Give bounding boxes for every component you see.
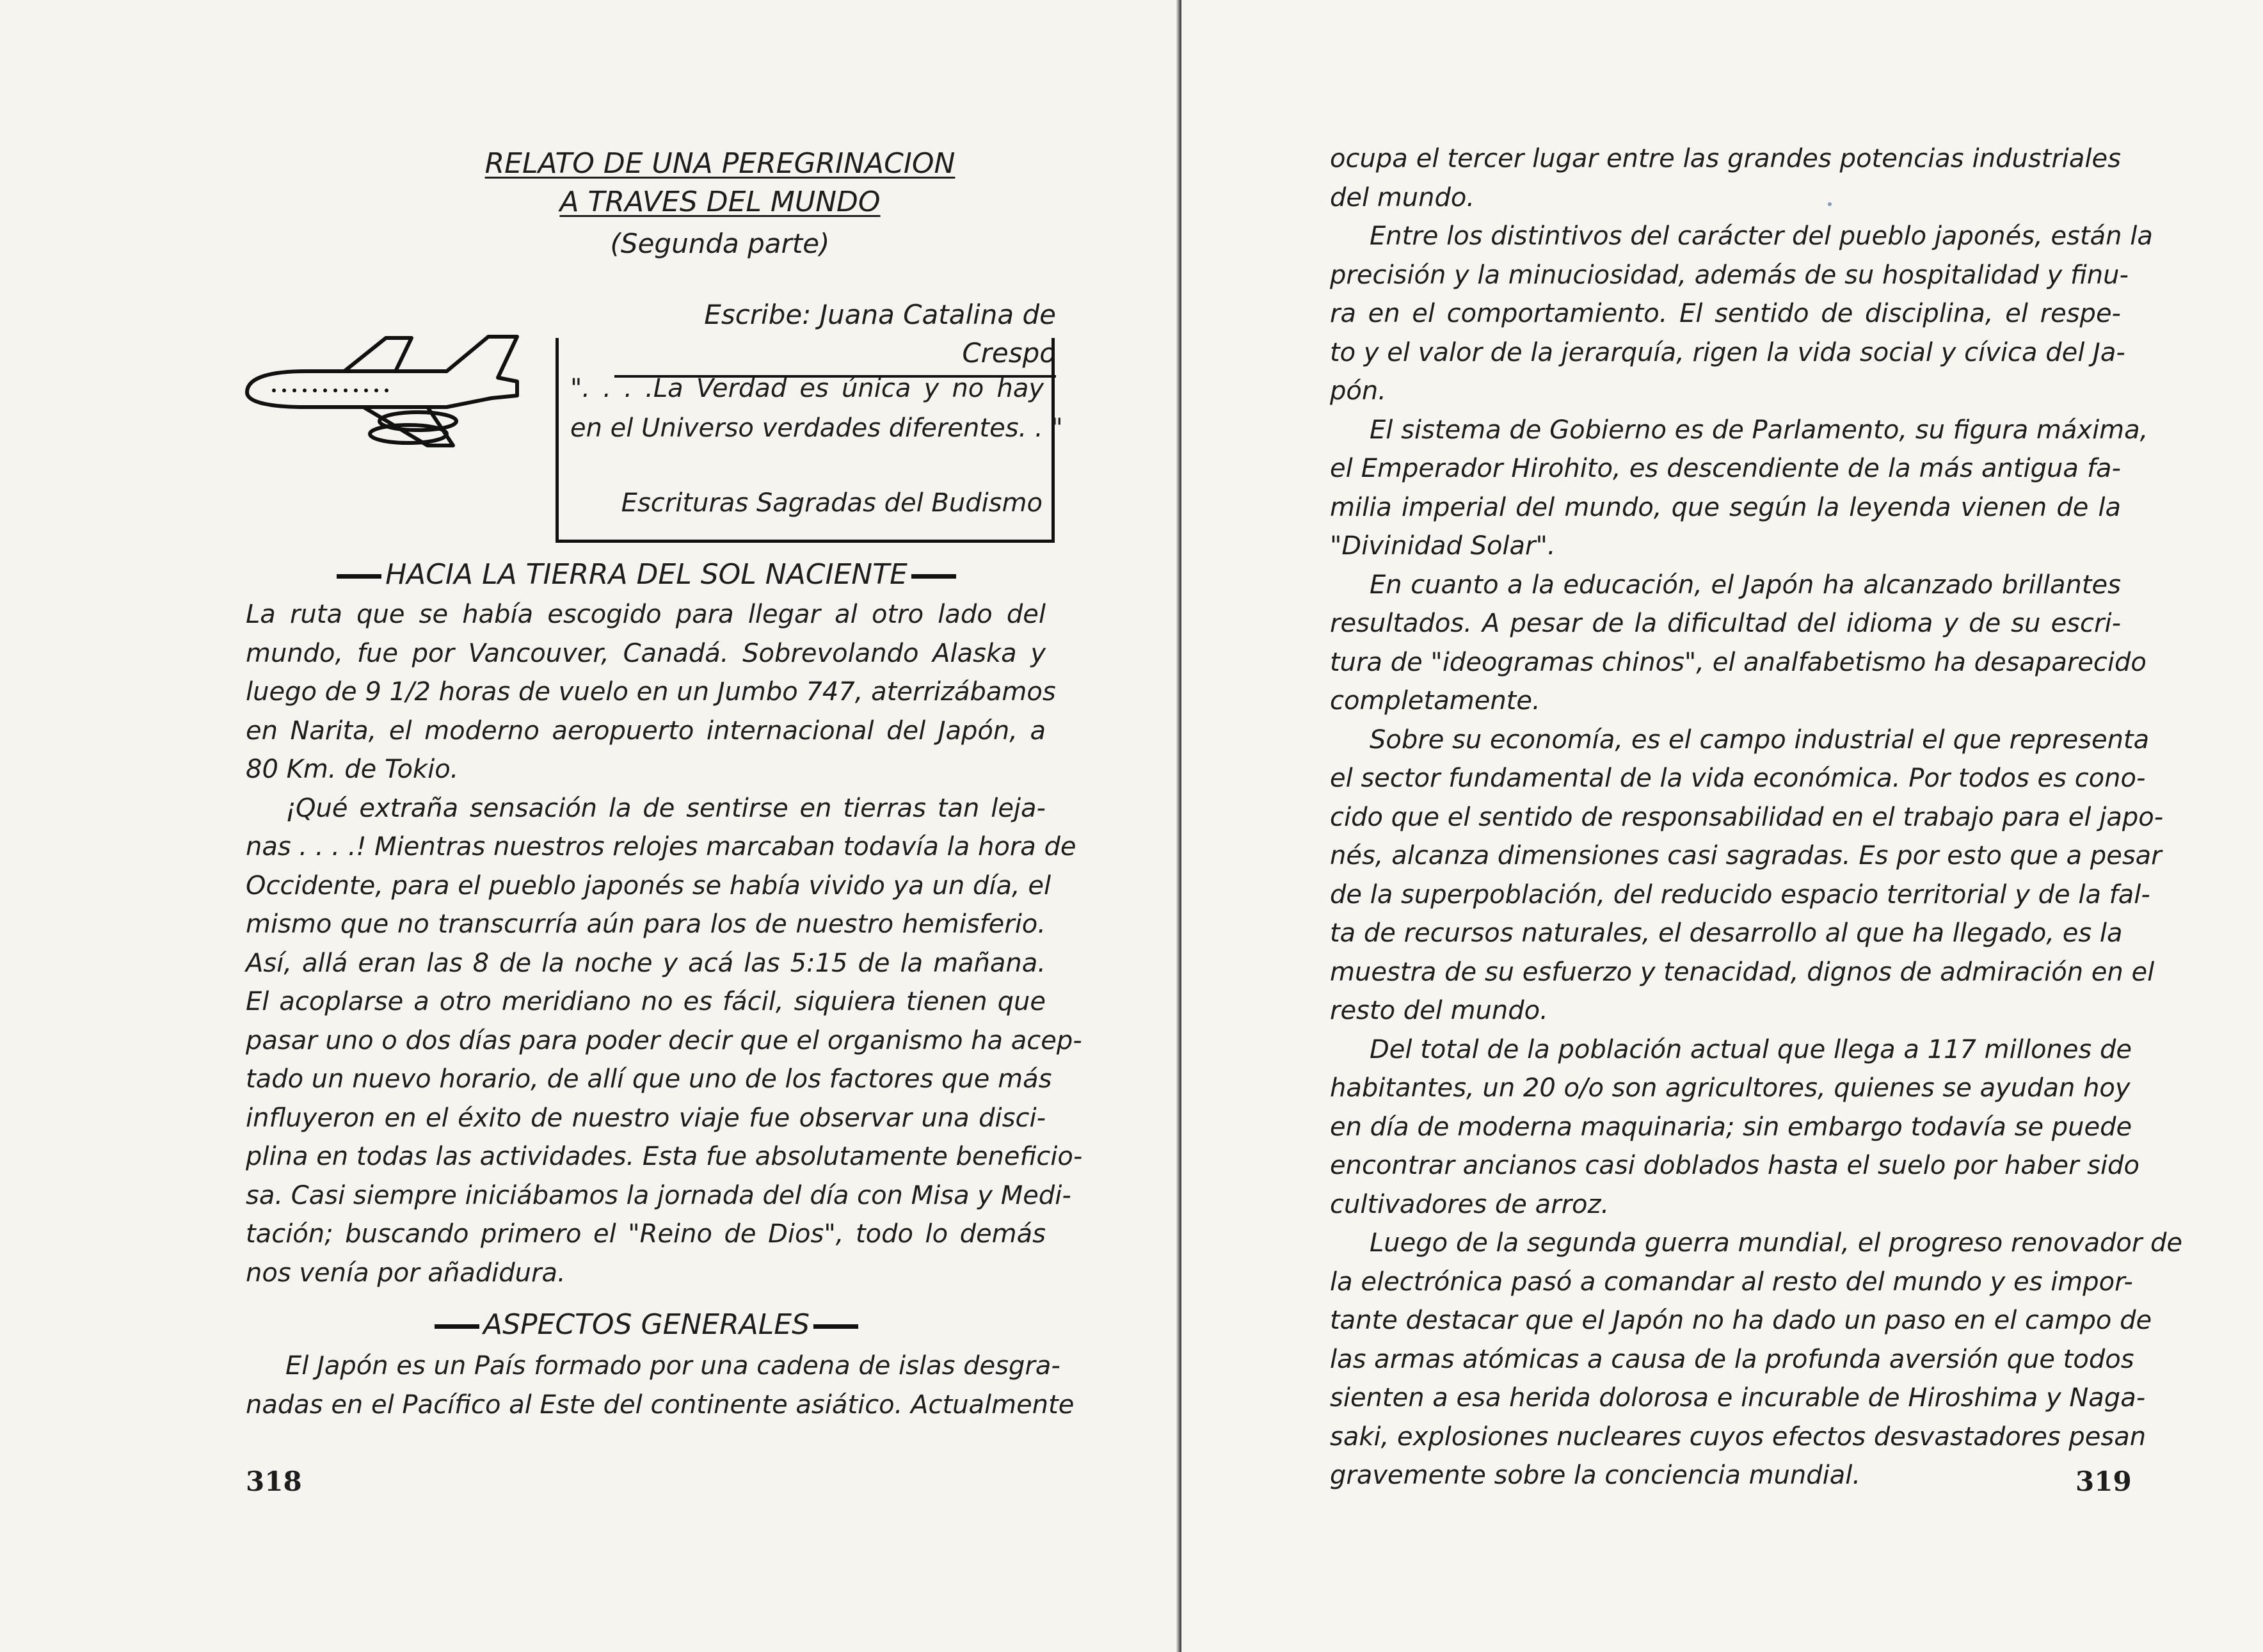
section-1-body: [246, 595, 1083, 1292]
text-line: El acoplarse a otro meridiano no es fácil, siquiera tienen que: [246, 987, 1046, 1016]
text-line: ra en el comportamiento. El sentido de disciplina, el respe-: [1330, 299, 2121, 328]
text-line: tante destacar que el Japón no ha dado un paso en el campo de: [1330, 1306, 2152, 1335]
text-line: completamente.: [1330, 686, 1540, 716]
text-line: Occidente, para el pueblo japonés se había vivido ya un día, el: [246, 870, 1052, 901]
page-number: 318: [246, 1466, 302, 1497]
title-line-1: RELATO DE UNA PEREGRINACION: [484, 147, 956, 180]
heading-dash: [435, 1324, 479, 1329]
text-line: Entre los distintivos del carácter del pueblo japonés, están la: [1370, 221, 2153, 251]
title-line-2: A TRAVES DEL MUNDO: [559, 186, 881, 218]
text-line: nés, alcanza dimensiones casi sagradas. Es por esto que a pesar: [1330, 841, 2162, 870]
text-line: ¡Qué extraña sensación la de sentirse en tierras tan leja-: [285, 793, 1046, 823]
text-line: tación; buscando primero el "Reino de Dios", todo lo demás: [246, 1219, 1046, 1249]
airplane-icon: [236, 332, 536, 460]
text-line: Luego de la segunda guerra mundial, el progreso renovador de: [1370, 1228, 2183, 1258]
epigraph-line: ". . . .La Verdad es única y no hay: [570, 374, 1044, 403]
section-heading-2-text: ASPECTOS GENERALES: [483, 1308, 810, 1341]
heading-dash: [911, 574, 956, 579]
text-line: las armas atómicas a causa de la profunda aversión que todos: [1330, 1344, 2134, 1374]
text-line: de la superpoblación, del reducido espacio territorial y de la fal-: [1330, 879, 2150, 910]
text-line: la electrónica pasó a comandar al resto del mundo y es impor-: [1330, 1267, 2133, 1297]
text-line: ta de recursos naturales, el desarrollo al que ha llegado, es la: [1330, 918, 2123, 948]
section-heading-1-text: HACIA LA TIERRA DEL SOL NACIENTE: [385, 558, 908, 591]
epigraph-line: en el Universo verdades diferentes. . ": [570, 413, 1063, 443]
text-line: Del total de la población actual que llega a 117 millones de: [1370, 1034, 2132, 1064]
text-line: mismo que no transcurría aún para los de nuestro hemisferio.: [246, 910, 1046, 939]
text-line: habitantes, un 20 o/o son agricultores, quienes se ayudan hoy: [1330, 1073, 2131, 1103]
text-line: nas . . . .! Mientras nuestros relojes marcaban todavía la hora de: [246, 832, 1076, 862]
text-line: Sobre su economía, es el campo industrial el que representa: [1370, 725, 2150, 755]
text-line: El sistema de Gobierno es de Parlamento, su figura máxima,: [1370, 415, 2148, 445]
section-heading-1: [282, 556, 1011, 594]
text-line: pón.: [1330, 376, 1386, 406]
text-line: pasar uno o dos días para poder decir que el organismo ha acep-: [246, 1025, 1082, 1055]
epigraph-box: [556, 338, 1063, 543]
text-line: tado un nuevo horario, de allí que uno de los factores que más: [246, 1064, 1052, 1094]
text-line: encontrar ancianos casi doblados hasta el suelo por haber sido: [1330, 1151, 2139, 1180]
text-line: La ruta que se había escogido para llegar al otro lado del: [246, 600, 1046, 629]
heading-dash: [337, 574, 381, 579]
text-line: el sector fundamental de la vida económica. Por todos es cono-: [1330, 764, 2146, 793]
text-line: influyeron en el éxito de nuestro viaje fue observar una disci-: [246, 1103, 1046, 1133]
text-line: "Divinidad Solar".: [1330, 531, 1556, 561]
section-heading-2: [307, 1306, 986, 1344]
text-line: sienten a esa herida dolorosa e incurable de Hiroshima y Naga-: [1330, 1383, 2146, 1413]
epigraph-source: Escrituras Sagradas del Budismo: [621, 488, 1043, 518]
text-line: cido que el sentido de responsabilidad en el trabajo para el japo-: [1330, 802, 2164, 832]
right-page-body: [1330, 140, 2183, 1495]
page-number: 319: [2075, 1466, 2132, 1497]
text-line: muestra de su esfuerzo y tenacidad, dignos de admiración en el: [1330, 957, 2155, 987]
article-subtitle: (Segunda parte): [610, 228, 830, 259]
text-line: cultivadores de arroz.: [1330, 1189, 1610, 1219]
text-line: nos venía por añadidura.: [246, 1258, 566, 1288]
text-line: El Japón es un País formado por una cadena de islas desgra-: [285, 1351, 1060, 1381]
text-line: milia imperial del mundo, que según la leyenda vienen de la: [1330, 492, 2121, 522]
text-line: resto del mundo.: [1330, 996, 1548, 1025]
text-line: en Narita, el moderno aeropuerto internacional del Japón, a: [246, 716, 1046, 746]
text-line: 80 Km. de Tokio.: [246, 755, 459, 784]
text-line: gravemente sobre la conciencia mundial.: [1330, 1461, 1861, 1490]
text-line: en día de moderna maquinaria; sin embargo todavía se puede: [1330, 1112, 2132, 1142]
author-byline: Escribe: Juana Catalina de Crespo: [614, 296, 1056, 378]
text-line: to y el valor de la jerarquía, rigen la vida social y cívica del Ja-: [1330, 337, 2125, 367]
text-line: precisión y la minuciosidad, además de su hospitalidad y finu-: [1330, 260, 2129, 290]
text-line: del mundo.: [1330, 182, 1475, 213]
text-line: saki, explosiones nucleares cuyos efectos desvastadores pesan: [1330, 1422, 2147, 1452]
heading-dash: [813, 1324, 858, 1329]
text-line: sa. Casi siempre iniciábamos la jornada del día con Misa y Medi-: [246, 1180, 1071, 1210]
epigraph-text: [570, 369, 1063, 448]
text-line: Así, allá eran las 8 de la noche y acá las 5:15 de la mañana.: [246, 948, 1046, 978]
text-line: luego de 9 1/2 horas de vuelo en un Jumbo 747, aterrizábamos: [246, 677, 1056, 707]
text-line: plina en todas las actividades. Esta fue absolutamente beneficio-: [246, 1142, 1083, 1171]
text-line: tura de "ideogramas chinos", el analfabetismo ha desaparecido: [1330, 647, 2147, 677]
text-line: En cuanto a la educación, el Japón ha alcanzado brillantes: [1370, 570, 2121, 600]
text-line: el Emperador Hirohito, es descendiente de la más antigua fa-: [1330, 454, 2121, 483]
text-line: ocupa el tercer lugar entre las grandes potencias industriales: [1330, 144, 2121, 173]
right-page: [1181, 0, 2263, 1652]
text-line: mundo, fue por Vancouver, Canadá. Sobrevolando Alaska y: [246, 638, 1046, 668]
article-title: [358, 145, 1082, 266]
ink-speck: [1828, 202, 1832, 206]
text-line: nadas en el Pacífico al Este del continente asiático. Actualmente: [246, 1390, 1075, 1420]
text-line: resultados. A pesar de la dificultad del idioma y de su escri-: [1330, 609, 2121, 638]
section-2-body: [246, 1347, 1075, 1424]
